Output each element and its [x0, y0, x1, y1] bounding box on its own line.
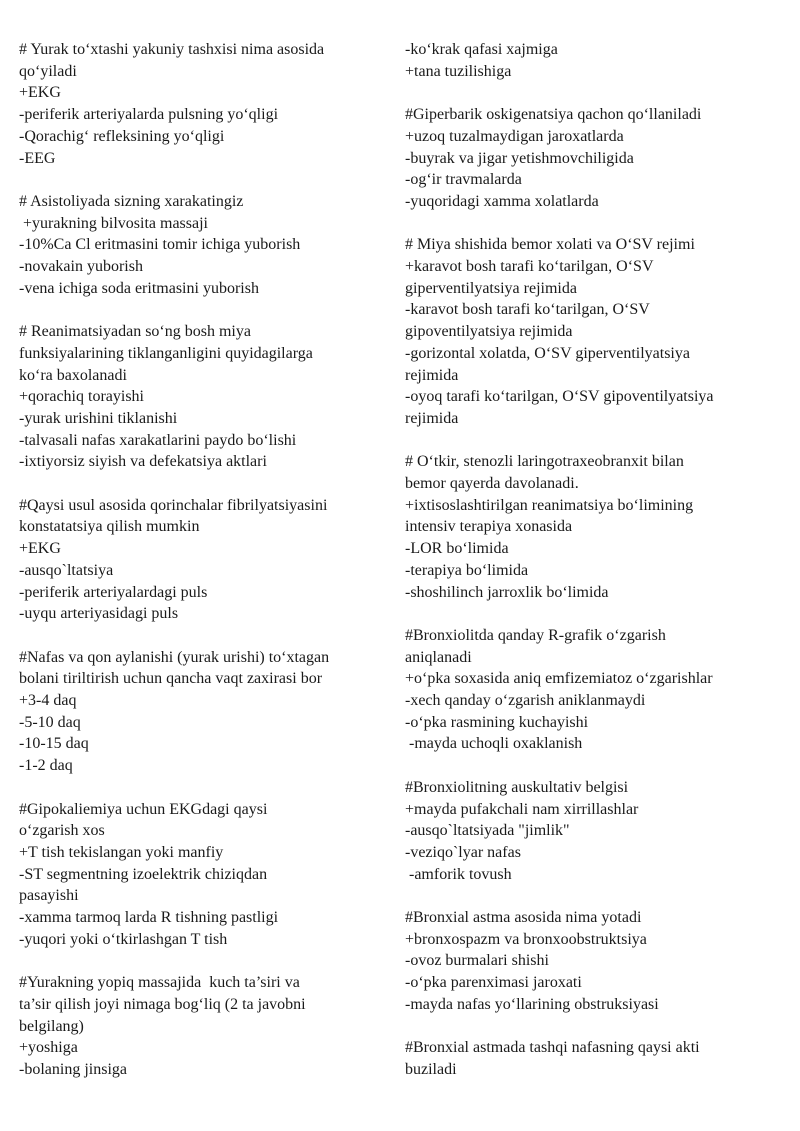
question-line: #Nafas va qon aylanishi (yurak urishi) to‘xtagan	[19, 648, 330, 666]
text-line: pasayishi	[19, 887, 79, 905]
text-line: intensiv terapiya xonasida	[405, 518, 573, 536]
text-line: konstatatsiya qilish mumkin	[19, 518, 200, 536]
text-line: -novakain yuborish	[19, 258, 143, 276]
text-line: -yurak urishini tiklanishi	[19, 409, 178, 427]
text-line: -terapiya bo‘limida	[405, 561, 529, 579]
text-line: buziladi	[405, 1060, 457, 1078]
question-block	[405, 907, 777, 1016]
question-block	[405, 234, 777, 429]
text-line: -EEG	[19, 149, 56, 167]
text-line: bolani tiriltirish uchun qancha vaqt zaxirasi bor	[19, 670, 323, 688]
text-line: -shoshilinch jarroxlik bo‘limida	[405, 583, 609, 601]
text-line: -buyrak va jigar yetishmovchiligida	[405, 149, 634, 167]
question-line: #Yurakning yopiq massajida kuch ta’siri va	[19, 974, 300, 992]
text-line: +3-4 daq	[19, 692, 77, 710]
text-line: +ixtisoslashtirilgan reanimatsiya bo‘limining	[405, 496, 694, 514]
text-line: -mayda uchoqli oxaklanish	[405, 735, 583, 753]
left-column	[19, 39, 387, 1102]
question-block	[19, 321, 387, 473]
text-line: -amforik tovush	[405, 865, 512, 883]
question-block	[19, 191, 387, 300]
text-line: +tana tuzilishiga	[405, 62, 512, 80]
question-block	[405, 39, 777, 82]
text-line: +o‘pka soxasida aniq emfizemiatoz o‘zgarishlar	[405, 670, 713, 688]
text-line: -talvasali nafas xarakatlarini paydo bo‘lishi	[19, 431, 297, 449]
text-line: +T tish tekislangan yoki manfiy	[19, 843, 224, 861]
text-line: -periferik arteriyalardagi puls	[19, 583, 208, 601]
question-block	[19, 39, 387, 169]
text-line: -periferik arteriyalarda pulsning yo‘qligi	[19, 106, 279, 124]
text-line: -yuqori yoki o‘tkirlashgan T tish	[19, 930, 228, 948]
text-line: -bolaning jinsiga	[19, 1060, 127, 1078]
text-line: -uyqu arteriyasidagi puls	[19, 605, 179, 623]
text-line: ko‘ra baxolanadi	[19, 366, 127, 384]
text-line: -xamma tarmoq larda R tishning pastligi	[19, 909, 279, 927]
text-line: rejimida	[405, 409, 459, 427]
text-line: -1-2 daq	[19, 757, 73, 775]
text-line: +yurakning bilvosita massaji	[19, 214, 208, 232]
text-line: +EKG	[19, 540, 61, 558]
text-line: -Qorachig‘ refleksining yo‘qligi	[19, 127, 225, 145]
question-block	[19, 647, 387, 777]
text-line: -ausqo`ltatsiyada "jimlik"	[405, 822, 570, 840]
text-line: gipoventilyatsiya rejimida	[405, 323, 573, 341]
question-line: -ko‘krak qafasi xajmiga	[405, 41, 558, 58]
text-line: +qorachiq torayishi	[19, 388, 144, 406]
text-line: ta’sir qilish joyi nimaga bog‘liq (2 ta javobni	[19, 995, 306, 1013]
text-line: belgilang)	[19, 1017, 84, 1035]
text-line: -veziqo`lyar nafas	[405, 843, 521, 861]
question-line: # Yurak to‘xtashi yakuniy tashxisi nima asosida	[19, 41, 325, 58]
text-line: rejimida	[405, 366, 459, 384]
text-line: -LOR bo‘limida	[405, 540, 509, 558]
question-block	[405, 104, 777, 213]
text-line: aniqlanadi	[405, 648, 472, 666]
text-line: +EKG	[19, 84, 61, 102]
question-line: #Qaysi usul asosida qorinchalar fibrilyatsiyasini	[19, 496, 328, 514]
text-line: -gorizontal xolatda, O‘SV giperventilyatsiya	[405, 344, 690, 362]
question-line: # O‘tkir, stenozli laringotraxeobranxit bilan	[405, 453, 684, 471]
question-line: #Bronxial astmada tashqi nafasning qaysi akti	[405, 1039, 700, 1057]
text-line: -ixtiyorsiz siyish va defekatsiya aktlari	[19, 453, 267, 471]
question-block	[19, 799, 387, 951]
text-line: qo‘yiladi	[19, 62, 77, 80]
text-line: +bronxospazm va bronxoobstruktsiya	[405, 930, 647, 948]
text-line: o‘zgarish xos	[19, 822, 105, 840]
question-block	[405, 777, 777, 886]
text-line: -10%Ca Cl eritmasini tomir ichiga yuborish	[19, 236, 301, 254]
text-line: -5-10 daq	[19, 713, 81, 731]
question-line: #Bronxiolitda qanday R-grafik o‘zgarish	[405, 626, 666, 644]
question-block	[405, 625, 777, 755]
question-line: # Miya shishida bemor xolati va O‘SV rejimi	[405, 236, 695, 254]
text-line: +karavot bosh tarafi ko‘tarilgan, O‘SV	[405, 258, 654, 275]
text-line: -karavot bosh tarafi ko‘tarilgan, O‘SV	[405, 301, 650, 319]
text-line: -ST segmentning izoelektrik chiziqdan	[19, 865, 268, 883]
text-line: -ausqo`ltatsiya	[19, 561, 114, 579]
question-line: #Bronxiolitning auskultativ belgisi	[405, 778, 629, 796]
text-line: bemor qayerda davolanadi.	[405, 475, 579, 493]
text-line: -og‘ir travmalarda	[405, 171, 522, 189]
question-block	[405, 1037, 777, 1080]
text-line: -o‘pka parenximasi jaroxati	[405, 974, 582, 992]
text-line: -mayda nafas yo‘llarining obstruksiyasi	[405, 995, 659, 1013]
text-line: -ovoz burmalari shishi	[405, 952, 549, 970]
question-block	[405, 451, 777, 603]
question-line: #Gipokaliemiya uchun EKGdagi qaysi	[19, 800, 268, 818]
text-line: +yoshiga	[19, 1039, 78, 1057]
question-line: #Bronxial astma asosida nima yotadi	[405, 909, 642, 927]
text-line: +mayda pufakchali nam xirrillashlar	[405, 800, 639, 818]
text-line: -10-15 daq	[19, 735, 89, 753]
text-line: -vena ichiga soda eritmasini yuborish	[19, 279, 259, 297]
question-line: # Asistoliyada sizning xarakatingiz	[19, 192, 244, 210]
text-line: -oyoq tarafi ko‘tarilgan, O‘SV gipoventilyatsiya	[405, 388, 714, 406]
text-line: +uzoq tuzalmaydigan jaroxatlarda	[405, 127, 624, 145]
right-column	[405, 39, 777, 1102]
text-line: funksiyalarining tiklanganligini quyidagilarga	[19, 344, 313, 362]
text-line: -xech qanday o‘zgarish aniklanmaydi	[405, 692, 646, 710]
question-line: # Reanimatsiyadan so‘ng bosh miya	[19, 323, 251, 341]
question-line: #Giperbarik oskigenatsiya qachon qo‘llaniladi	[405, 106, 702, 124]
question-block	[19, 972, 387, 1081]
text-line: -yuqoridagi xamma xolatlarda	[405, 192, 599, 210]
text-line: -o‘pka rasmining kuchayishi	[405, 713, 589, 731]
text-line: giperventilyatsiya rejimida	[405, 279, 577, 297]
question-block	[19, 495, 387, 625]
